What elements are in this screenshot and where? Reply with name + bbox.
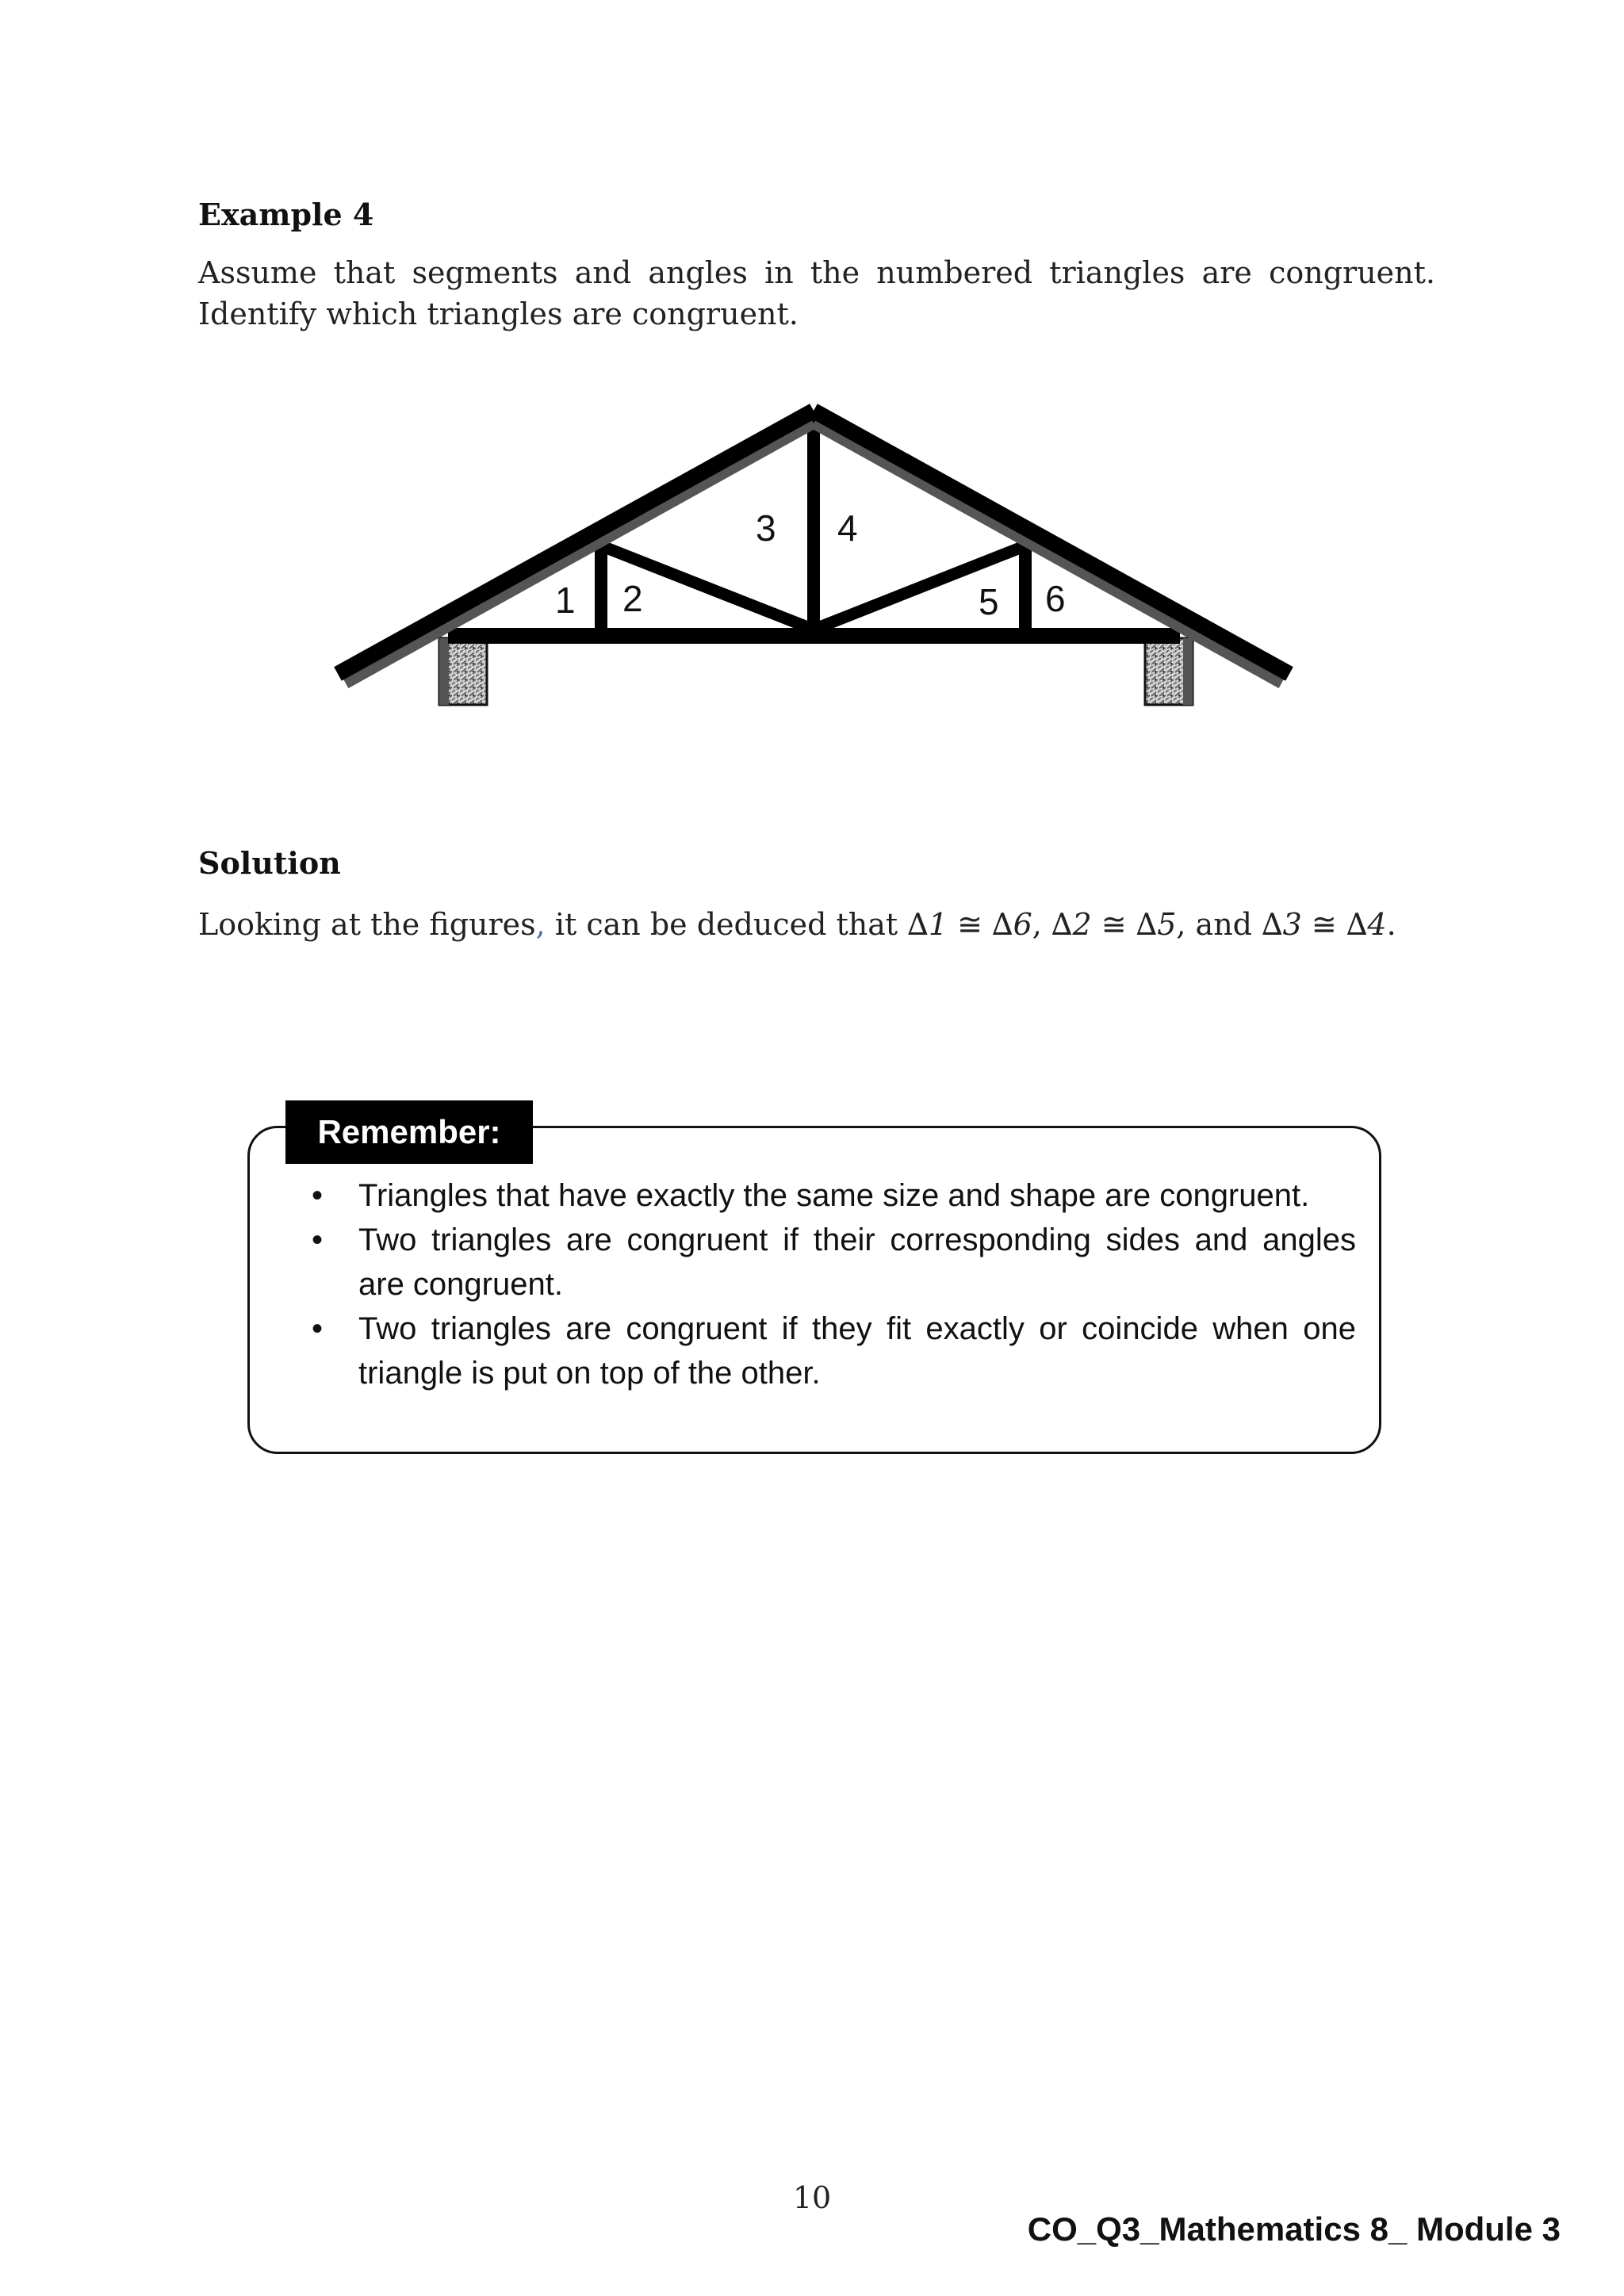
solution-text: [198, 904, 1435, 945]
list-item-text: Two triangles are congruent if their corresponding sides and angles are congruent.: [358, 1223, 1356, 1302]
left-rafter-shadow: [346, 423, 814, 683]
triangle-label-4: 4: [837, 507, 858, 549]
module-code: CO_Q3_Mathematics 8_ Module 3: [1027, 2210, 1561, 2248]
period: .: [1386, 907, 1396, 942]
list-item: [301, 1218, 1356, 1307]
page-number: 10: [792, 2180, 832, 2215]
bullet: •: [311, 1223, 323, 1257]
remember-list: [301, 1173, 1356, 1395]
triangle-label-3: 3: [756, 507, 776, 549]
separator: ,: [1032, 907, 1051, 942]
roof-truss-figure: [317, 388, 1316, 737]
triangle-3: ∆3: [1262, 907, 1302, 942]
solution-text-middle: it can be deduced that: [545, 907, 908, 942]
solution-text-start: Looking at the figures: [198, 907, 536, 942]
remember-title: Remember:: [285, 1100, 533, 1164]
triangle-label-5: 5: [979, 581, 999, 622]
accent-comma: ,: [535, 907, 546, 942]
left-support-post: [439, 638, 487, 705]
solution-heading: Solution: [198, 845, 341, 881]
bullet: •: [311, 1311, 323, 1346]
right-rafter-shadow: [814, 423, 1281, 683]
triangle-5: ∆5: [1136, 907, 1177, 942]
triangle-label-2: 2: [622, 578, 643, 619]
triangle-6: ∆6: [992, 907, 1032, 942]
list-item: [301, 1307, 1356, 1395]
bullet: •: [311, 1178, 323, 1213]
separator: , and: [1176, 907, 1262, 942]
congruent-symbol: ≅: [1101, 907, 1127, 942]
triangle-label-6: 6: [1045, 578, 1066, 619]
triangle-label-1: 1: [555, 580, 576, 621]
triangle-2: ∆2: [1051, 907, 1092, 942]
list-item-text: Triangles that have exactly the same size and shape are congruent.: [358, 1178, 1310, 1213]
triangle-4: ∆4: [1346, 907, 1387, 942]
congruent-symbol: ≅: [1311, 907, 1337, 942]
triangle-1: ∆1: [907, 907, 948, 942]
congruent-symbol: ≅: [957, 907, 982, 942]
list-item: [301, 1173, 1356, 1218]
problem-text: Assume that segments and angles in the numbered triangles are congruent. Identify which triangles are congruent.: [198, 255, 1435, 331]
example-heading: Example 4: [198, 197, 374, 232]
right-support-post: [1145, 638, 1193, 705]
list-item-text: Two triangles are congruent if they fit exactly or coincide when one triangle is put on top of the other.: [358, 1311, 1356, 1391]
